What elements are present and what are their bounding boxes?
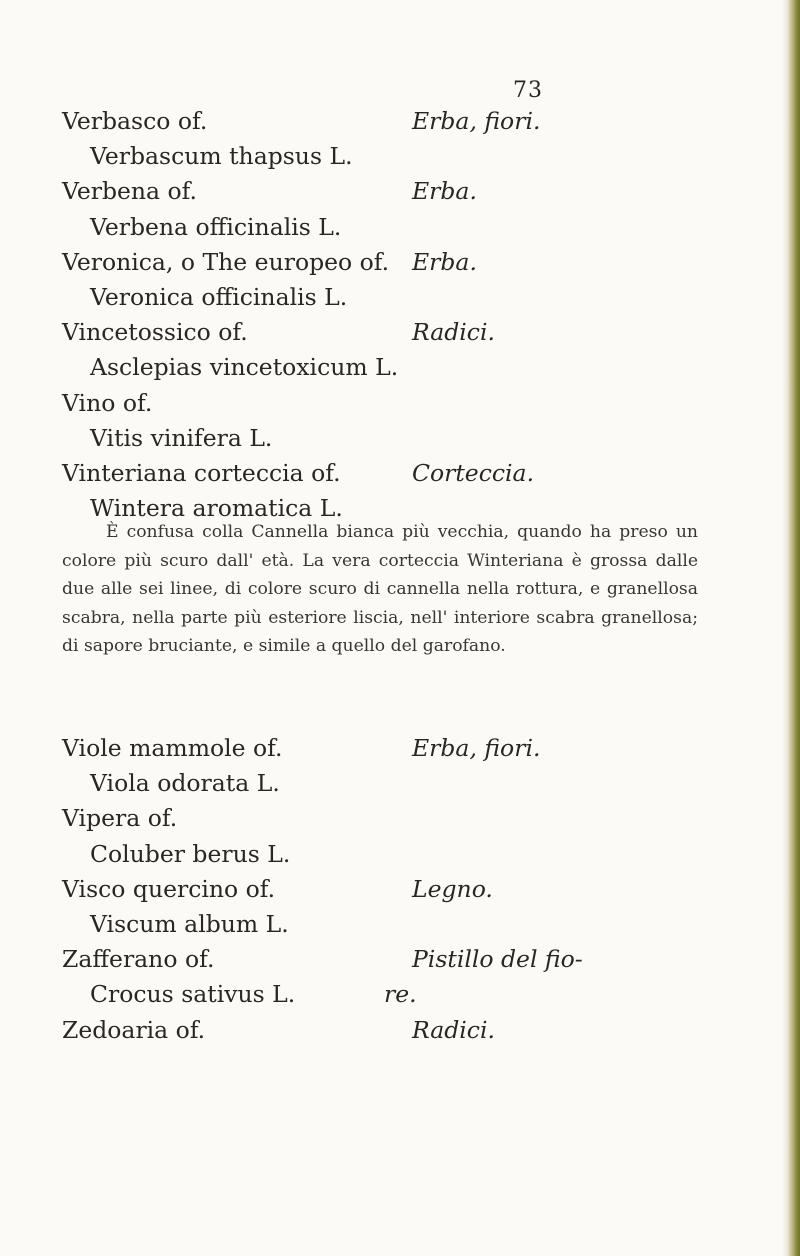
entry-part: Pistillo del fio- bbox=[412, 945, 583, 974]
entry-name: Verbena of. bbox=[62, 177, 197, 206]
entry-part: Erba, fiori. bbox=[412, 107, 541, 135]
entry-latin: Viola odorata L. bbox=[90, 769, 280, 798]
entry-row bbox=[62, 315, 682, 350]
entry-row bbox=[62, 245, 682, 280]
page-edge bbox=[788, 0, 800, 1256]
entry-row bbox=[62, 801, 682, 836]
entry-name: Vipera of. bbox=[62, 804, 178, 833]
entry-row bbox=[62, 386, 682, 421]
entry-latin: Verbena officinalis L. bbox=[90, 212, 342, 241]
entries-top bbox=[62, 104, 682, 526]
entry-latin: Asclepias vincetoxicum L. bbox=[90, 353, 399, 382]
entry-part: Erba. bbox=[412, 177, 477, 206]
entry-latin: Veronica officinalis L. bbox=[90, 282, 348, 311]
entry-part: re. bbox=[384, 980, 417, 1009]
entry-row bbox=[62, 456, 682, 491]
entry-latin: Wintera aromatica L. bbox=[90, 494, 343, 523]
entries-bottom bbox=[62, 731, 682, 1048]
entry-name: Vino of. bbox=[62, 388, 153, 417]
entry-latin: Vitis vinifera L. bbox=[90, 423, 273, 452]
entry-part: Erba. bbox=[412, 247, 477, 276]
entry-part: Legno. bbox=[412, 874, 493, 903]
entry-name: Vinteriana corteccia of. bbox=[62, 458, 341, 487]
entry-name: Verbasco of. bbox=[62, 107, 208, 135]
entry-name: Veronica, o The europeo of. bbox=[62, 247, 390, 276]
entry-latin: Crocus sativus L. re. bbox=[62, 977, 682, 1012]
entry-row bbox=[62, 872, 682, 907]
entry-row bbox=[62, 942, 682, 977]
entry-row bbox=[62, 1013, 682, 1048]
entry-part: Radici. bbox=[412, 1015, 495, 1044]
entry-latin: Coluber berus L. bbox=[90, 839, 291, 868]
entry-row bbox=[62, 104, 682, 139]
entry-row bbox=[62, 731, 682, 766]
entry-part: Corteccia. bbox=[412, 458, 535, 487]
entry-part: Radici. bbox=[412, 318, 495, 347]
entry-part: Erba, fiori. bbox=[412, 734, 541, 762]
entry-name: Vincetossico of. bbox=[62, 318, 248, 347]
entry-name: Viole mammole of. bbox=[62, 734, 283, 762]
entry-name: Visco quercino of. bbox=[62, 874, 276, 903]
note-paragraph: È confusa colla Cannella bianca più vecchia, quando ha preso un colore più scuro dall' età. La vera corteccia Winteriana è grossa dalle due alle sei linee, di colore scuro di cannella nella rottura, e granellosa scabra, nella parte più esteriore liscia, nell' interiore scabra granellosa; di sapore bruciante, e simile a quello del garofano. bbox=[62, 522, 698, 656]
entry-name: Zafferano of. bbox=[62, 945, 215, 974]
entry-latin: Viscum album L. bbox=[90, 909, 289, 938]
entry-name: Zedoaria of. bbox=[62, 1015, 206, 1044]
page-number: 73 bbox=[513, 78, 543, 103]
entry-latin: Verbascum thapsus L. bbox=[90, 142, 353, 171]
entry-row bbox=[62, 174, 682, 209]
